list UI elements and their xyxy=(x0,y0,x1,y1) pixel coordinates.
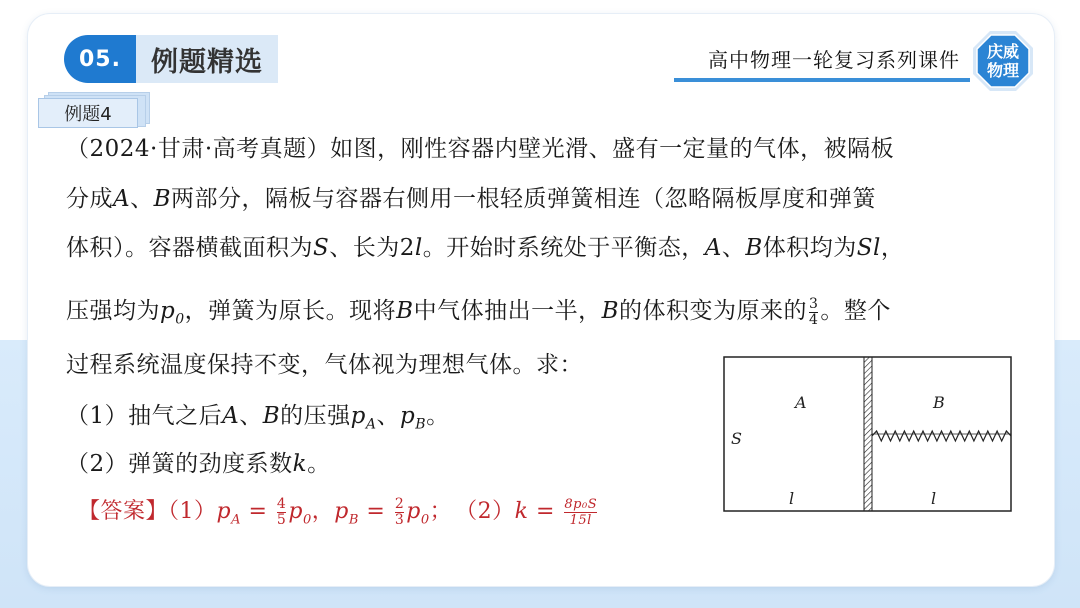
math-B: B xyxy=(396,298,414,324)
math-l: l xyxy=(414,235,423,261)
logo-line-1: 庆威 xyxy=(986,42,1019,61)
example-label: 例题4 xyxy=(38,98,138,128)
math-subscript: A xyxy=(365,416,377,433)
text: 、长为2 xyxy=(329,235,415,261)
math-S: S xyxy=(313,235,330,261)
text: 中气体抽出一半， xyxy=(413,298,602,324)
text: 。 xyxy=(426,403,450,429)
text: 。开始时系统处于平衡态， xyxy=(422,235,705,261)
fraction-denominator: 15l xyxy=(564,512,597,528)
text: = xyxy=(528,499,563,524)
text: 、 xyxy=(721,235,746,261)
text: （1）抽气之后 xyxy=(66,403,223,429)
fraction-denominator: 3 xyxy=(394,511,405,528)
partition-plate xyxy=(864,357,872,511)
fraction-three-quarters xyxy=(809,297,818,328)
text: 体积）。容器横截面积为 xyxy=(66,235,313,261)
logo-line-2: 物理 xyxy=(986,61,1019,80)
math-subscript: 0 xyxy=(302,512,312,528)
problem-line-3 xyxy=(66,229,1016,262)
label-length-right: l xyxy=(931,489,937,508)
course-title: 高中物理一轮复习系列课件 xyxy=(708,48,960,72)
text: 、 xyxy=(376,403,401,429)
math-B: B xyxy=(153,186,172,212)
text: 。整个 xyxy=(820,298,891,324)
text: 的压强 xyxy=(280,403,351,429)
math-p: p xyxy=(288,499,303,524)
text: = xyxy=(358,499,393,524)
text: 、 xyxy=(130,186,154,212)
text: ， xyxy=(311,499,335,524)
section-number-badge: 05. xyxy=(64,35,136,83)
math-A: A xyxy=(113,186,131,212)
text: ； xyxy=(429,499,453,524)
math-B: B xyxy=(745,235,763,261)
fraction-two-thirds xyxy=(395,497,404,528)
text: = xyxy=(241,499,275,524)
math-subscript: B xyxy=(348,512,359,528)
math-p: p xyxy=(350,403,366,429)
math-Sl: Sl xyxy=(856,235,881,261)
math-A: A xyxy=(222,403,240,429)
text: 体积均为 xyxy=(762,235,857,261)
text: 。 xyxy=(307,451,331,477)
text: （2） xyxy=(466,499,515,524)
math-A: A xyxy=(704,235,722,261)
fraction-four-fifths xyxy=(277,497,286,528)
fraction-denominator: 4 xyxy=(808,311,819,328)
text: 的体积变为原来的 xyxy=(618,298,807,324)
math-p: p xyxy=(160,298,176,324)
math-B: B xyxy=(262,403,281,429)
logo-text xyxy=(972,30,1034,92)
answer-tag: 【答案】 xyxy=(78,499,169,524)
math-k: k xyxy=(514,499,529,524)
math-subscript: B xyxy=(415,416,427,433)
problem-line-1: （2024·甘肃·高考真题）如图，刚性容器内壁光滑、盛有一定量的气体，被隔板 xyxy=(66,136,895,162)
math-p: p xyxy=(400,403,416,429)
text: （1） xyxy=(168,499,217,524)
text: 、 xyxy=(239,403,263,429)
label-gas-A: A xyxy=(795,393,807,412)
math-B: B xyxy=(601,298,619,324)
math-subscript: A xyxy=(231,512,241,528)
fraction-numerator: 8p₀S xyxy=(564,496,598,512)
text: 压强均为 xyxy=(66,298,160,324)
label-gas-B: B xyxy=(933,393,945,412)
logo-badge xyxy=(972,30,1034,92)
math-subscript: 0 xyxy=(175,311,185,328)
text: 分成 xyxy=(66,186,113,212)
container-diagram xyxy=(723,356,1013,514)
label-length-left: l xyxy=(789,489,795,508)
fraction-numerator: 3 xyxy=(808,295,819,312)
problem-line-5: 过程系统温度保持不变，气体视为理想气体。求： xyxy=(66,352,583,378)
math-k: k xyxy=(292,451,308,477)
section-title: 例题精选 xyxy=(136,35,278,83)
problem-line-2 xyxy=(66,180,1016,213)
math-p: p xyxy=(406,499,421,524)
text: ，弹簧为原长。现将 xyxy=(184,298,397,324)
course-title-underline xyxy=(674,78,970,82)
fraction-spring-constant xyxy=(564,497,597,528)
math-p: p xyxy=(334,499,349,524)
problem-line-4 xyxy=(66,292,1016,328)
text: 两部分，隔板与容器右侧用一根轻质弹簧相连（忽略隔板厚度和弹簧 xyxy=(171,186,877,212)
text: （2）弹簧的劲度系数 xyxy=(66,451,293,477)
math-p: p xyxy=(216,499,232,524)
fraction-numerator: 2 xyxy=(394,495,405,512)
label-area-S: S xyxy=(731,429,742,448)
math-subscript: 0 xyxy=(420,512,430,528)
fraction-numerator: 4 xyxy=(276,495,287,512)
fraction-denominator: 5 xyxy=(276,511,287,528)
text: ， xyxy=(880,235,905,261)
